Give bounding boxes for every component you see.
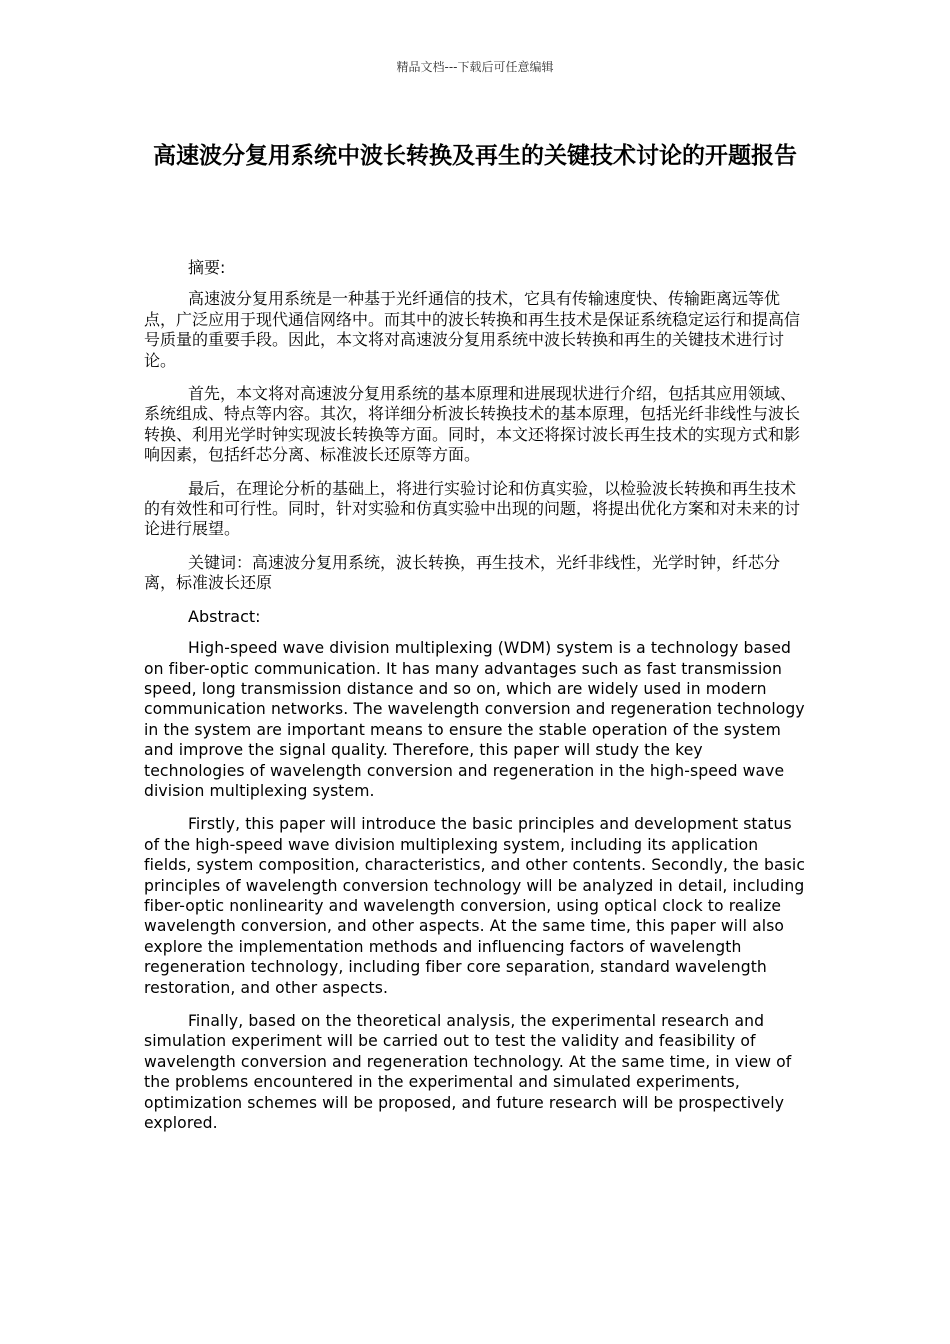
abstract-cn-paragraph-1: 高速波分复用系统是一种基于光纤通信的技术，它具有传输速度快、传输距离远等优点，广泛应用于现代通信网络中。而其中的波长转换和再生技术是保证系统稳定运行和提高信号质量的重要手段。因此，本文将对高速波分复用系统中波长转换和再生的关键技术进行讨论。 bbox=[144, 289, 801, 370]
abstract-cn-paragraph-3: 最后，在理论分析的基础上，将进行实验讨论和仿真实验，以检验波长转换和再生技术的有效性和可行性。同时，针对实验和仿真实验中出现的问题，将提出优化方案和对未来的讨论进行展望。 bbox=[144, 478, 801, 539]
abstract-en-paragraph-3: Finally, based on the theoretical analysis, the experimental research and simulation experiment will be carried out to test the validity and feasibility of wavelength conversion and regeneration technology. At the same time, in view of the problems encountered in the experimental and simulated experiments, optimization schemes will be proposed, and future research will be prospectively explored. bbox=[144, 1012, 792, 1133]
abstract-en-paragraph-1: High-speed wave division multiplexing (WDM) system is a technology based on fiber-optic communication. It has many advantages such as fast transmission speed, long transmission distance and so on, which are widely used in modern communication networks. The wavelength conversion and regeneration technology in the system are important means to ensure the stable operation of the system and improve the signal quality. Therefore, this paper will study the key technologies of wavelength conversion and regeneration in the high-speed wave division multiplexing system. bbox=[144, 639, 805, 800]
abstract-en-label: Abstract: bbox=[188, 606, 261, 626]
abstract-cn-paragraph-2: 首先，本文将对高速波分复用系统的基本原理和进展现状进行介绍，包括其应用领域、系统组成、特点等内容。其次，将详细分析波长转换技术的基本原理，包括光纤非线性与波长转换、利用光学时钟实现波长转换等方面。同时，本文还将探讨波长再生技术的实现方式和影响因素，包括纤芯分离、标准波长还原等方面。 bbox=[144, 384, 801, 465]
abstract-cn-label: 摘要: bbox=[188, 258, 226, 277]
abstract-en-paragraph-2: Firstly, this paper will introduce the basic principles and development status of the high-speed wave division multiplexing system, including its application fields, system composition, characteristics, and other contents. Secondly, the basic principles of wavelength conversion technology will be analyzed in detail, including fiber-optic nonlinearity and wavelength conversion, using optical clock to realize wavelength conversion, and other aspects. At the same time, this paper will also explore the implementation methods and influencing factors of wavelength regeneration technology, including fiber core separation, standard wavelength restoration, and other aspects. bbox=[144, 815, 806, 997]
page-header: 精品文档---下载后可任意编辑 bbox=[396, 60, 554, 74]
keywords: 关键词：高速波分复用系统，波长转换，再生技术，光纤非线性，光学时钟，纤芯分离，标准波长还原 bbox=[144, 552, 781, 593]
document-body bbox=[144, 258, 806, 1146]
document-title: 高速波分复用系统中波长转换及再生的关键技术讨论的开题报告 bbox=[153, 143, 797, 169]
